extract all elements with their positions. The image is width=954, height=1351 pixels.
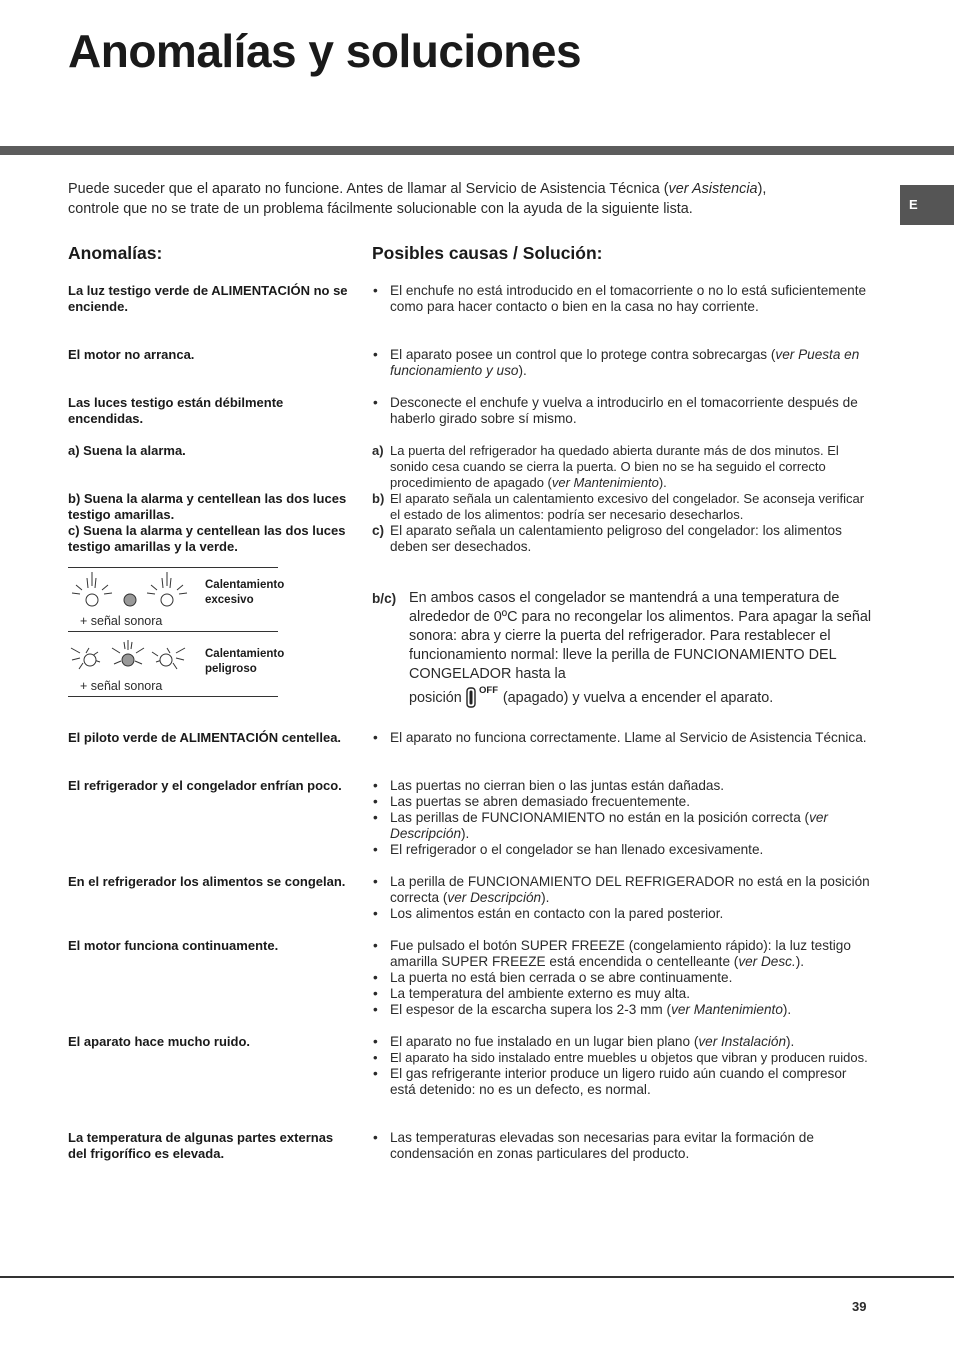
solution-item: • La puerta no está bien cerrada o se abre continuamente. — [372, 970, 872, 986]
excessive-heating-label: Calentamiento excesivo — [205, 579, 285, 606]
solution-item: • El refrigerador o el congelador se han llenado excesivamente. — [372, 842, 872, 858]
anomaly-item: El motor no arranca. — [68, 347, 195, 362]
anomaly-item: En el refrigerador los alimentos se congelan. — [68, 874, 346, 889]
item-label: a) — [372, 443, 384, 458]
solution-item: • El aparato no funciona correctamente. Llame al Servicio de Asistencia Técnica. — [372, 730, 872, 746]
solution-item: • Desconecte el enchufe y vuelva a introducirlo en el tomacorriente después de haberlo girado sobre sí mismo. — [372, 395, 872, 427]
anomaly-item: El motor funciona continuamente. — [68, 938, 279, 953]
anomaly-item: El piloto verde de ALIMENTACIÓN centellea. — [68, 730, 342, 745]
solution-list — [372, 938, 872, 1018]
anomalies-heading: Anomalías: — [68, 243, 163, 263]
language-tab: E — [900, 185, 954, 225]
solution-item: • El aparato posee un control que lo protege contra sobrecargas (ver Puesta en funcionamiento y uso). — [372, 347, 872, 379]
anomaly-item: La temperatura de algunas partes externas del frigorífico es elevada. — [68, 1130, 334, 1161]
causes-heading: Posibles causas / Solución: — [372, 243, 603, 263]
dangerous-heating-lights-icon — [68, 636, 198, 680]
anomaly-item: c) Suena la alarma y centellean las dos luces testigo amarillas y la verde. — [68, 523, 346, 554]
header-rule — [0, 146, 954, 155]
solution-item: • El enchufe no está introducido en el tomacorriente o no lo está suficientemente como para hacer contacto o bien en la casa no hay corriente. — [372, 283, 872, 315]
solution-item-a: a) La puerta del refrigerador ha quedado abierta durante más de dos minutos. El sonido cesa cuando se cierra la puerta. O bien no se ha seguido el correcto procedimiento de apagado (ver Mantenimiento). — [372, 443, 839, 490]
alarm-reset-instructions: b/c) En ambos casos el congelador se mantendrá a una temperatura de alrededor de 0ºC para no recongelar los alimentos. Para apagar la señal sonora: abra y cierre la puerta del refrigerador. Para restablecer el funcionamiento normal: lleve la perilla de FUNCIONAMIENTO DEL CONGELADOR hasta la posición OFF (apagado) y vuelva a encender el aparato. — [372, 590, 872, 706]
item-label: b) — [372, 491, 385, 506]
solution-item: • Las perillas de FUNCIONAMIENTO no están en la posición correcta (ver Descripción). — [372, 810, 872, 842]
solution-list — [372, 1130, 872, 1162]
solution-list — [372, 283, 872, 315]
anomaly-item: La luz testigo verde de ALIMENTACIÓN no se enciende. — [68, 283, 348, 314]
item-label: b/c) — [372, 591, 397, 606]
solution-item: • Los alimentos están en contacto con la pared posterior. — [372, 906, 872, 922]
intro-paragraph: Puede suceder que el aparato no funcione. Antes de llamar al Servicio de Asistencia Técnica (ver Asistencia), controle que no se trate de un problema fácilmente solucionable con la ayuda de la siguiente lista. — [68, 181, 767, 217]
anomaly-item: El aparato hace mucho ruido. — [68, 1034, 251, 1049]
solution-list — [372, 730, 872, 746]
anomaly-item: El refrigerador y el congelador enfrían poco. — [68, 778, 342, 793]
solution-item: • El espesor de la escarcha supera los 2-3 mm (ver Mantenimiento). — [372, 1002, 872, 1018]
solution-item: • El aparato ha sido instalado entre muebles u objetos que vibran y producen ruidos. — [372, 1050, 872, 1066]
alarm-solutions — [372, 443, 872, 555]
solution-item-c: c) El aparato señala un calentamiento peligroso del congelador: los alimentos deben ser desechados. — [372, 523, 842, 554]
solution-item-b: b) El aparato señala un calentamiento excesivo del congelador. Se aconseja verificar el estado de los alimentos: podría ser necesario desecharlos. — [372, 491, 865, 522]
page-title: Anomalías y soluciones — [68, 25, 582, 77]
page-number: 39 — [852, 1299, 867, 1314]
solution-item: • La temperatura del ambiente externo es muy alta. — [372, 986, 872, 1002]
sound-signal-label: + señal sonora — [80, 679, 163, 693]
solution-list — [372, 347, 872, 379]
diagram-divider — [68, 696, 278, 697]
footer-rule — [0, 1276, 954, 1278]
diagram-divider — [68, 631, 278, 632]
solution-list — [372, 1034, 872, 1098]
solution-list — [372, 778, 872, 858]
svg-text:OFF: OFF — [478, 685, 498, 696]
solution-item: • El gas refrigerante interior produce un ligero ruido aún cuando el compresor está detenido: no es un defecto, es normal. — [372, 1066, 872, 1098]
solution-item: • Fue pulsado el botón SUPER FREEZE (congelamiento rápido): la luz testigo amarilla SUPER FREEZE está encendida o centelleante (ver Desc.). — [372, 938, 872, 970]
anomaly-item: Las luces testigo están débilmente encendidas. — [68, 395, 284, 426]
solution-item: • Las temperaturas elevadas son necesarias para evitar la formación de condensación en zonas particulares del producto. — [372, 1130, 872, 1162]
excessive-heating-lights-icon — [68, 569, 198, 613]
anomaly-item: a) Suena la alarma. — [68, 443, 186, 458]
solution-list — [372, 395, 872, 427]
solution-item: • Las puertas no cierran bien o las juntas están dañadas. — [372, 778, 872, 794]
solution-list — [372, 874, 872, 922]
solution-item: • La perilla de FUNCIONAMIENTO DEL REFRIGERADOR no está en la posición correcta (ver Descripción). — [372, 874, 872, 906]
item-label: c) — [372, 523, 385, 538]
anomaly-item: b) Suena la alarma y centellean las dos luces testigo amarillas. — [68, 491, 347, 522]
dangerous-heating-label: Calentamiento peligroso — [205, 648, 285, 675]
off-position-icon — [466, 684, 500, 708]
sound-signal-label: + señal sonora — [80, 614, 163, 628]
solution-item: • Las puertas se abren demasiado frecuentemente. — [372, 794, 872, 810]
solution-item: • El aparato no fue instalado en un lugar bien plano (ver Instalación). — [372, 1034, 872, 1050]
diagram-divider — [68, 567, 278, 568]
